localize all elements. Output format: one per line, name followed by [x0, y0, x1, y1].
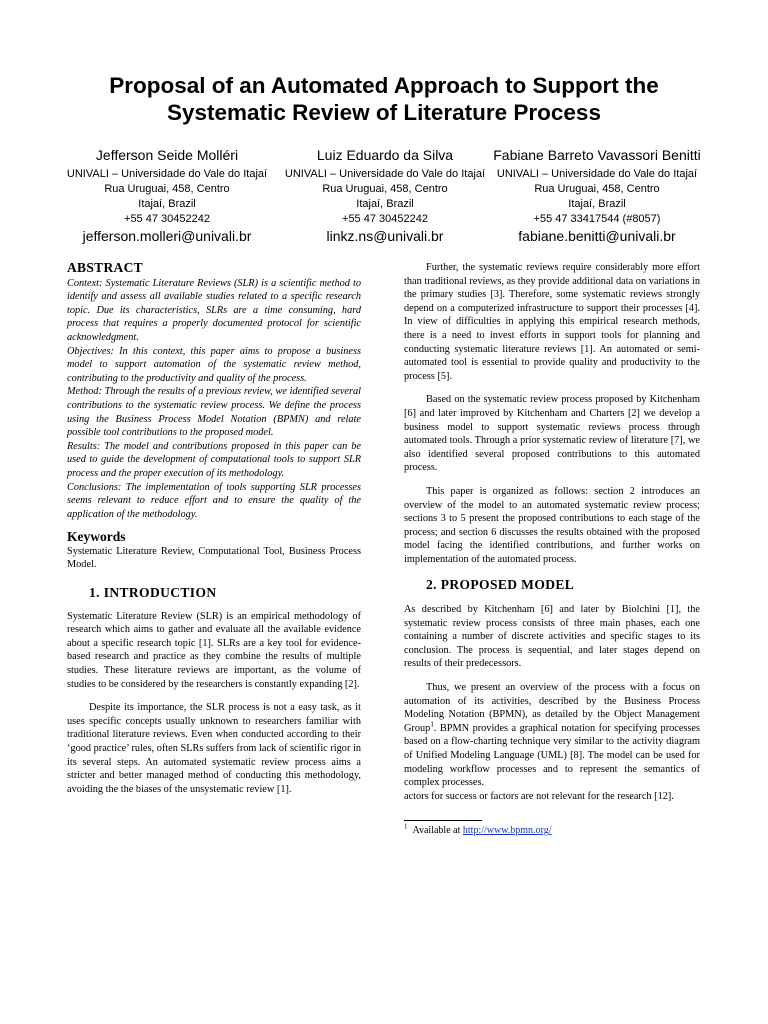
author-phone: +55 47 30452242 [342, 213, 428, 225]
author-phone: +55 47 30452242 [124, 213, 210, 225]
author-email: jefferson.molleri@univali.br [82, 228, 252, 244]
author-name: Jefferson Seide Molléri [95, 147, 239, 163]
title-line-1: Proposal of an Automated Approach to Support the [109, 73, 659, 98]
right-column [404, 261, 700, 803]
model-paragraph-1: As described by Kitchenham [6] and later by Biolchini [1], the systematic review process consists of three main phases, each one containing a number of discrete activities and specific stages to its conclusion. The process is sequential, and later stages depend on results of their predecessors. [404, 604, 700, 670]
author-city: Itajaí, Brazil [568, 198, 626, 210]
model-paragraph-2-start: Thus, we present an overview of the process with a focus on automation of its activities, described by the Business Process Modeling Notation (BPMN), as detailed by the Object Management Group [404, 682, 700, 734]
author-name: Luiz Eduardo da Silva [316, 147, 454, 163]
footnote-marker: 1 [404, 822, 408, 831]
author-block-2 [276, 147, 494, 245]
footnote-reference: 1 [430, 720, 434, 729]
author-affiliation: UNIVALI – Universidade do Vale do Itajaí [496, 168, 698, 180]
footnote [404, 824, 551, 837]
intro-paragraph-1: Systematic Literature Review (SLR) is an empirical methodology of research which aims to gather and evaluate all the available evidence about a specific research topic [1]. SLRs are a key tool for evidence-based research and practice as they combine the results of multiple studies. These literature reviews are important, as the volume of studies to be considered by the researchers is constantly expanding [2]. [67, 610, 361, 690]
abstract-context: Context: Systematic Literature Reviews (SLR) is a scientific method to identify and assess all available studies related to a specific research topic. Due its characteristics, SLRs are a time consuming, hard process that requires a properly documented protocol for scientific acknowledgment. [67, 277, 361, 343]
author-email: fabiane.benitti@univali.br [518, 228, 676, 244]
intro-paragraph-2: Despite its importance, the SLR process is not a easy task, as it uses specific concepts usually unknown to researchers familiar with traditional literature reviews. Even when conducted according to their ‘good practice’ rules, often SLRs suffers from lack of scientific rigor in its several steps. An automated systematic review process aims a stricter and better managed method of conducting this methodology, avoiding the the biases of the unsystematic review [1]. [67, 702, 361, 795]
author-block-3 [488, 147, 706, 245]
intro-paragraph-5: This paper is organized as follows: section 2 introduces an overview of the model to an automated systematic review process; sections 3 to 5 present the proposed contributions to each stage of the process; and section 6 discusses the results obtained with the proposed model facing the identified contributions, and further works on implementation of the automated process. [404, 485, 700, 565]
footnote-divider [404, 820, 482, 821]
section-heading-proposed-model: 2. PROPOSED MODEL [426, 577, 575, 593]
author-city: Itajaí, Brazil [356, 198, 414, 210]
title-line-2: Systematic Review of Literature Process [167, 100, 601, 125]
author-street: Rua Uruguai, 458, Centro [104, 183, 230, 195]
abstract-body [67, 277, 361, 522]
section-heading-introduction: 1. INTRODUCTION [89, 585, 217, 601]
footnote-link[interactable]: http://www.bpmn.org/ [462, 825, 552, 836]
intro-paragraph-4: Based on the systematic review process proposed by Kitchenham [6] and later improved by Kitchenham and Charters [2] we develop a business model to support systematic reviews process through automated tools. Through a prior systematic review of literature [7], we also identified several proposed contributions to this automated process. [404, 394, 700, 474]
author-street: Rua Uruguai, 458, Centro [322, 183, 448, 195]
abstract-results: Results: The model and contributions proposed in this paper can be used to guide the development of computational tools to support SLR process and the proper execution of its methodology. [67, 440, 361, 479]
keywords-text: Systematic Literature Review, Computational Tool, Business Process Model. [67, 545, 361, 571]
abstract-heading: ABSTRACT [67, 260, 143, 275]
model-paragraph-tail: actors for success or factors are not relevant for the research [12]. [404, 790, 674, 802]
model-paragraph-2 [404, 681, 700, 790]
paper-title [60, 72, 708, 126]
abstract-method: Method: Through the results of a previous review, we identified several contributions to the systematic review process. We define the process using the Business Process Model Notation (BPMN) and relate possible tool contributions to the proposed model. [67, 386, 361, 439]
author-email: linkz.ns@univali.br [326, 228, 444, 244]
author-street: Rua Uruguai, 458, Centro [534, 183, 660, 195]
author-affiliation: UNIVALI – Universidade do Vale do Itajaí [66, 168, 268, 180]
author-city: Itajaí, Brazil [138, 198, 196, 210]
footnote-prefix: Available at [412, 825, 463, 836]
intro-paragraph-3: Further, the systematic reviews require considerably more effort than traditional reviews, as they provide additional data on variations in the primary studies [3]. Therefore, some systematic reviews strongly depend on a computerized infrastructure to support their processes [4]. In view of difficulties in applying this empirical research methods, there is a need to invest efforts in support tools for planning and conducting systematic literature reviews [1]. An automated or semi-automated tool is essential to provide quality and productivity to the process [5]. [404, 262, 700, 382]
abstract-objectives: Objectives: In this context, this paper aims to propose a business model to support automation of the systematic review method, contributing to the productivity and quality of the process. [67, 345, 361, 384]
left-column [67, 261, 361, 796]
model-paragraph-2-rest: . BPMN provides a graphical notation for specifying processes based on a flow-charting technique very similar to the activity diagram of Unified Modeling Language (UML) [8]. The model can be used for modeling workflow processes and to represent the semantics of complex processes. [404, 722, 700, 789]
abstract-conclusions: Conclusions: The implementation of tools supporting SLR processes seems relevant to reduce effort and to ensure the quality of the application of the methodology. [67, 481, 361, 520]
author-affiliation: UNIVALI – Universidade do Vale do Itajaí [284, 168, 486, 180]
author-name: Fabiane Barreto Vavassori Benitti [493, 147, 701, 163]
author-block-1 [58, 147, 276, 245]
author-phone: +55 47 33417544 (#8057) [533, 213, 661, 225]
keywords-heading: Keywords [67, 529, 126, 545]
